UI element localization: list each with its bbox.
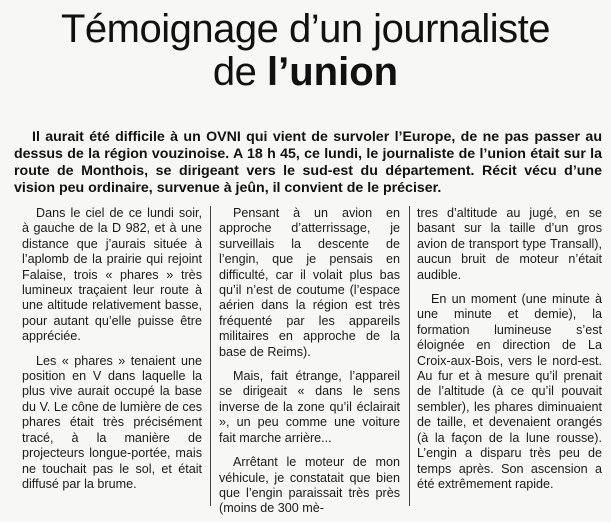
paragraph: Arrêtant le moteur de mon véhicule, je constatait que bien que l’engin paraissait très près (moins de 300 mè- — [219, 455, 400, 516]
newspaper-name: l’union — [267, 50, 399, 94]
headline-prefix: de — [212, 50, 268, 94]
column-3 — [417, 206, 602, 492]
column-1 — [22, 206, 202, 492]
column-divider — [210, 206, 211, 506]
paragraph: En un moment (une minute à une minute et demie), la formation lumineuse s’est éloignée en direction de La Croix-aux-Bois, vers le nord-est. Au fur et à mesure qu’il prenait de l’altitude (à ce qu’il pouvait sembler), les phares diminuaient de taille, et devenaient orangés (à la façon de la lune rousse). L’engin a disparu très peu de temps après. Son ascension a été extrêmement rapide. — [417, 292, 602, 491]
article-headline — [0, 8, 611, 94]
paragraph: tres d’altitude au jugé, en se basant sur la taille d’un gros avion de transport type Transall), aucun bruit de moteur n’était audible. — [417, 206, 602, 282]
column-2 — [219, 206, 400, 517]
paragraph: Pensant à un avion en approche d’atterrissage, je surveillais la descente de l’engin, que je pensais en difficulté, car il volait plus bas qu’il n’est de coutume (l’espace aérien dans la région est très fréquenté par les appareils militaires en approche de la base de Reims). — [219, 206, 400, 359]
paragraph: Dans le ciel de ce lundi soir, à gauche de la D 982, et à une distance que j’aurais située à l’aplomb de la prairie qui rejoint Falaise, trois « phares » très lumineux traçaient leur route à une altitude relativement basse, pour autant qu’elle puisse être appréciée. — [22, 206, 202, 344]
article-lede: Il aurait été difficile à un OVNI qui vient de survoler l’Europe, de ne pas passer au dessus de la région vouzinoise. A 18 h 45, ce lundi, le journaliste de l’union était sur la route de Monthois, se dirigeant vers le sud-est du département. Récit vécu d’une vision peu ordinaire, survenue à jeûn, il convient de le préciser. — [14, 129, 602, 196]
headline-line-1: Témoignage d’un journaliste — [60, 7, 551, 51]
headline-line-2 — [0, 51, 611, 94]
column-divider — [409, 206, 410, 506]
paragraph: Mais, fait étrange, l’appareil se dirigeait « dans le sens inverse de la zone qu’il éclairait », un peu comme une voiture fait marche arrière... — [219, 369, 400, 445]
paragraph: Les « phares » tenaient une position en V dans laquelle la plus vive aurait occupé la base du V. Le cône de lumière de ces phares était très précisément tracé, à la manière de projecteurs longue-portée, mais ne touchait pas le sol, et était diffusé par la brume. — [22, 353, 202, 491]
